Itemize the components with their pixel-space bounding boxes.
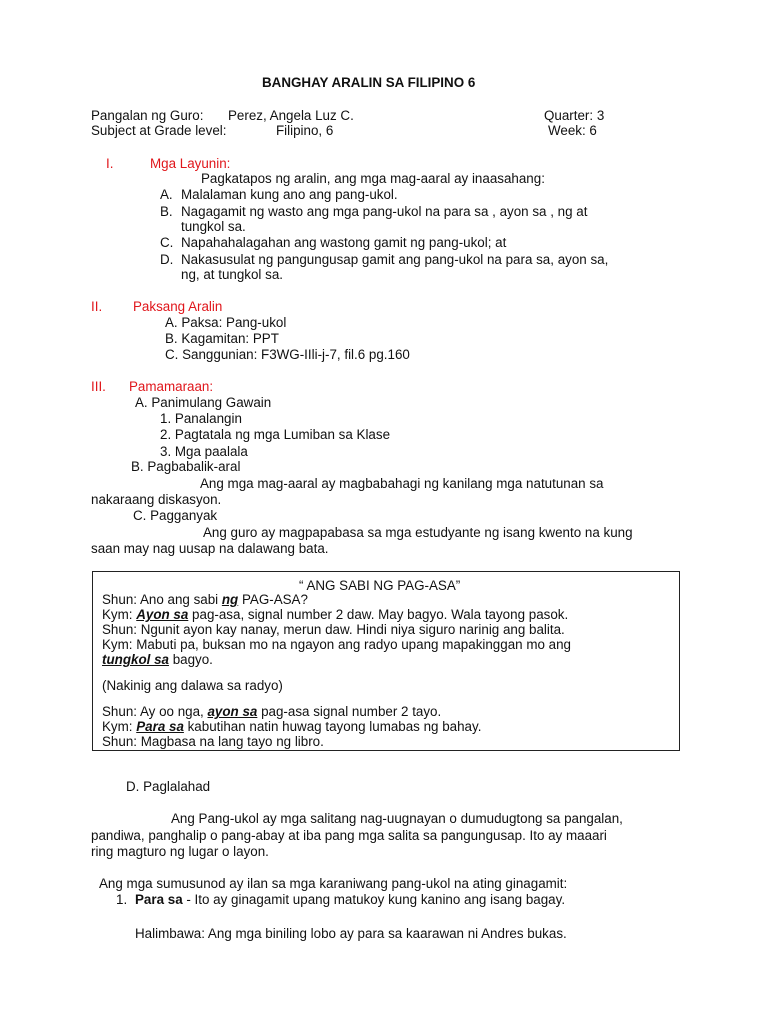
section-1-number: I. xyxy=(106,156,114,171)
story-box xyxy=(92,571,680,751)
subject-label: Subject at Grade level: xyxy=(91,123,227,138)
procedure-a-item: 1. Panalangin xyxy=(160,411,242,426)
highlighted-preposition: Para sa xyxy=(136,719,184,734)
definition-paragraph-cont: pandiwa, panghalip o pang-abay at iba pang mga salita sa pangungusap. Ito ay maaari xyxy=(91,828,607,843)
subject-value: Filipino, 6 xyxy=(276,123,334,138)
preposition-term: Para sa xyxy=(135,892,183,907)
document-title: BANGHAY ARALIN SA FILIPINO 6 xyxy=(262,75,476,90)
objective-text: Nakasusulat ng pangungusap gamit ang pang-ukol na para sa, ayon sa, xyxy=(181,252,609,267)
story-line: Shun: Ano ang sabi ng PAG-ASA? xyxy=(102,592,308,607)
objective-letter: A. xyxy=(160,187,173,202)
section-3-number: III. xyxy=(91,379,106,394)
story-line: Kym: Mabuti pa, buksan mo na ngayon ang radyo upang mapakinggan mo ang xyxy=(102,637,571,652)
list-intro: Ang mga sumusunod ay ilan sa mga karaniwang pang-ukol na ating ginagamit: xyxy=(99,876,568,891)
procedure-d-label: D. Paglalahad xyxy=(126,779,211,794)
procedure-c-text: Ang guro ay magpapabasa sa mga estudyante ng isang kwento na kung xyxy=(203,525,633,540)
topic-item: A. Paksa: Pang-ukol xyxy=(165,315,287,330)
teacher-label: Pangalan ng Guro: xyxy=(91,108,204,123)
topic-item: C. Sanggunian: F3WG-IIli-j-7, fil.6 pg.160 xyxy=(165,347,410,362)
highlighted-preposition: Ayon sa xyxy=(136,607,189,622)
story-line: tungkol sa bagyo. xyxy=(102,652,213,667)
section-2-number: II. xyxy=(91,299,103,314)
definition-paragraph-cont: ring magturo ng lugar o layon. xyxy=(91,844,269,859)
objective-text: Malalaman kung ano ang pang-ukol. xyxy=(181,187,398,202)
topic-item: B. Kagamitan: PPT xyxy=(165,331,279,346)
procedure-c-label: C. Pagganyak xyxy=(133,508,218,523)
quarter-field: Quarter: 3 xyxy=(544,108,605,123)
section-2-heading: Paksang Aralin xyxy=(133,299,223,314)
story-line: Shun: Ay oo nga, ayon sa pag-asa signal number 2 tayo. xyxy=(102,704,442,719)
procedure-a-label: A. Panimulang Gawain xyxy=(135,395,272,410)
list-item: Para sa - Ito ay ginagamit upang matukoy kung kanino ang isang bagay. xyxy=(135,892,566,907)
procedure-b-text-cont: nakaraang diskasyon. xyxy=(91,492,222,507)
section-3-heading: Pamamaraan: xyxy=(129,379,214,394)
objective-text: Napahahalagahan ang wastong gamit ng pang-ukol; at xyxy=(181,235,507,250)
objective-text-cont: ng, at tungkol sa. xyxy=(181,267,283,282)
list-number: 1. xyxy=(116,892,128,907)
procedure-b-text: Ang mga mag-aaral ay magbabahagi ng kanilang mga natutunan sa xyxy=(200,476,604,491)
procedure-b-label: B. Pagbabalik-aral xyxy=(131,459,241,474)
objective-text: Nagagamit ng wasto ang mga pang-ukol na para sa , ayon sa , ng at xyxy=(181,204,588,219)
story-title: “ ANG SABI NG PAG-ASA” xyxy=(299,578,461,593)
example-sentence: Halimbawa: Ang mga biniling lobo ay para sa kaarawan ni Andres bukas. xyxy=(135,926,567,941)
week-field: Week: 6 xyxy=(548,123,597,138)
story-line: Kym: Para sa kabutihan natin huwag tayong lumabas ng bahay. xyxy=(102,719,482,734)
story-line: (Nakinig ang dalawa sa radyo) xyxy=(102,678,283,693)
teacher-value: Perez, Angela Luz C. xyxy=(228,108,354,123)
objective-letter: B. xyxy=(160,204,173,219)
objective-letter: D. xyxy=(160,252,174,267)
story-line: Shun: Magbasa na lang tayo ng libro. xyxy=(102,734,324,749)
highlighted-preposition: tungkol sa xyxy=(102,652,169,667)
highlighted-preposition: ayon sa xyxy=(207,704,258,719)
procedure-a-item: 3. Mga paalala xyxy=(160,444,248,459)
section-1-heading: Mga Layunin: xyxy=(150,156,231,171)
objective-text-cont: tungkol sa. xyxy=(181,219,246,234)
procedure-c-text-cont: saan may nag uusap na dalawang bata. xyxy=(91,541,329,556)
procedure-a-item: 2. Pagtatala ng mga Lumiban sa Klase xyxy=(160,427,391,442)
story-line: Shun: Ngunit ayon kay nanay, merun daw. Hindi niya siguro narinig ang balita. xyxy=(102,622,565,637)
definition-paragraph: Ang Pang-ukol ay mga salitang nag-uugnayan o dumudugtong sa pangalan, xyxy=(171,811,623,826)
story-line: Kym: Ayon sa pag-asa, signal number 2 daw. May bagyo. Wala tayong pasok. xyxy=(102,607,569,622)
highlighted-preposition: ng xyxy=(221,592,239,607)
objectives-intro: Pagkatapos ng aralin, ang mga mag-aaral ay inaasahang: xyxy=(201,171,545,186)
objective-letter: C. xyxy=(160,235,174,250)
